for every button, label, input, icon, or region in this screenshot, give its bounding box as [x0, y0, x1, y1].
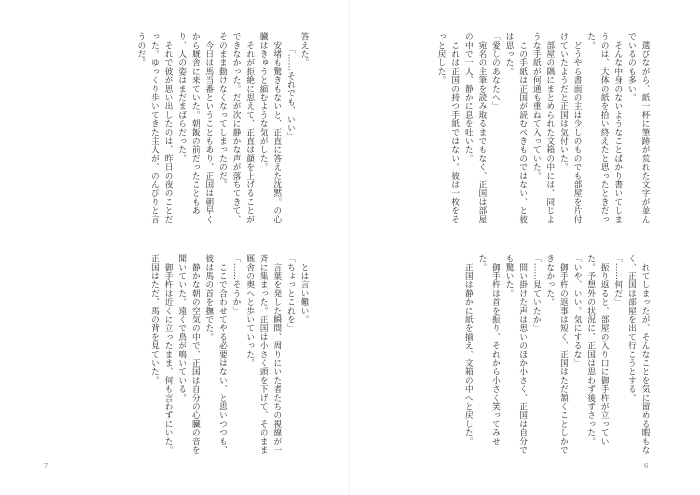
paragraph: 答えた。 [299, 32, 309, 67]
paragraph: とは言い難い。 [299, 254, 309, 324]
paragraph: どうやら書面の主は少しのものでも部屋を片付けていたようだと正国は気付いた。 [558, 32, 583, 224]
paragraph: 問い掛けた声は思いのほか小さく、正国は自分でも驚いた。 [504, 254, 528, 455]
right-page-top-column [393, 32, 651, 228]
paragraph: 静かな朝の空気の中で、正国は自分の心臓の音を聞いていた。遠くで鳥が鳴いている。 [176, 254, 201, 455]
paragraph: れてしまったが、そんなことを気に留める暇もなく、正国は部屋を出て行こうとする。 [626, 254, 650, 455]
paragraph: 御手杵は首を振り、それから小さく笑ってみせた。 [476, 254, 501, 446]
paragraph: 御手杵の返事は短く、正国はただ頷くことしかできなかった。 [544, 254, 569, 455]
dialogue-line: 「……何だ」 [612, 254, 623, 307]
right-page-bottom-column [393, 254, 651, 456]
page-gutter [349, 0, 350, 495]
dialogue-line: 「いや、いい。気にするな」 [572, 254, 583, 368]
page-number-right: 6 [644, 462, 649, 470]
paragraph: そんな中身のないようなことばかり書いてしまうのは、大体の紙を拾い終えたと思ったときだった。 [585, 32, 623, 224]
paragraph: 振り返ると、部屋の入り口に御手杵が立っていた。予想外の状況に、正国は思わず後ずさった。 [585, 254, 610, 446]
paragraph: これは正国の持つ手紙ではない。彼は一枚をそっと戻した。 [436, 32, 460, 224]
paragraph: この手紙は正国が読むべきものではない、と彼は思った。 [504, 32, 528, 224]
paragraph: 今日は馬当番ということもあり、正国は朝早くから厩舎に来ていた。朝飯の前だったこともあり、人の姿はまだまばらだった。 [176, 32, 214, 224]
dialogue-line: 「……見ていたか」 [531, 254, 542, 333]
paragraph: 安堵も驚きもないと、正直に答えた沈黙。の心臓はきゅうと縮むような気がした。 [258, 32, 282, 224]
left-page-top-column [58, 32, 310, 228]
paragraph: ここで合わせてやる必要はない、と思いつつも、彼は馬の首を撫でた。 [203, 254, 228, 455]
left-page-bottom-column [58, 254, 310, 456]
dialogue-line: 「愛しのあなたへ」 [490, 32, 501, 111]
paragraph: 部屋の隅にまとめられた文箱の中には、同じような手紙が何通も重ねて入っていた。 [531, 32, 555, 224]
dialogue-line: 「……それでも、いい」 [285, 32, 296, 141]
paragraph: 御手杵は近くに立ったまま、何も言わずにいた。正国はただ、馬の背を見ていた。 [149, 254, 174, 455]
dialogue-line: 「……そうか」 [231, 254, 242, 315]
paragraph: 正国は静かに紙を揃え、文箱の中へと戻した。 [463, 254, 474, 446]
paragraph: 選びながら、紙一杯に筆跡が荒れた文字が並んでいるのも多い。 [626, 32, 650, 224]
paragraph: 言葉を発した瞬間、周りにいた者たちの視線が一斉に集まった。正国は小さく頭を下げて、そのまま厩舎の奥へと歩いていった。 [244, 254, 282, 455]
paragraph: 宛名の主筆を読み取るまでもなく、正国は部屋の中で一人、静かに息を吐いた。 [463, 32, 487, 224]
paragraph: それが拒絶に思えて、正直は顔を上げることができなかった。だが次に静かな声が落ちてきて、そのまま動けなくなってしまったのだ。 [217, 32, 255, 224]
dialogue-line: 「ちょっとこれを」 [285, 254, 296, 333]
page-number-left: 7 [44, 462, 49, 470]
paragraph: それで彼が思い出したのは、昨日の夜のことだった。ゆっくり歩いてきた主人が、のんびりと言うのだ。 [135, 32, 174, 224]
